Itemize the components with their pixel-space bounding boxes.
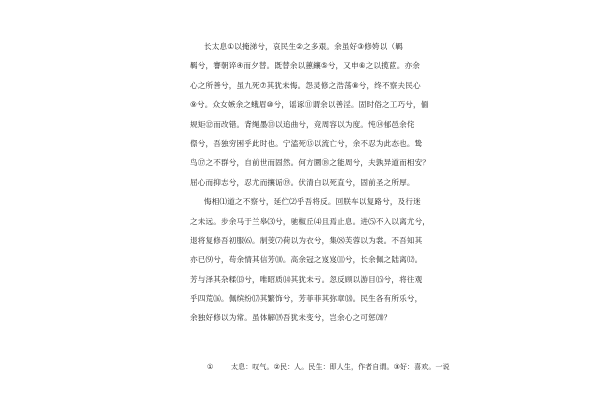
poem-text [190,37,431,328]
text-line: 芳与泽其杂糅⒀兮，唯昭质⒁其犹未亏。忽反顾以游目⒂兮，将往观 [190,274,423,284]
footnote-marker: ① [207,363,214,371]
text-line: 悔相⑴道之不察兮，延伫⑵乎吾将反。回朕车以复路兮，及行迷 [204,197,421,207]
text-line: 乎四荒⒃。佩缤纷⒄其繁饰兮，芳菲菲其弥章⒅。民生各有所乐兮， [190,294,423,304]
text-line: 亦已⑼兮，苟余情其信芳⑽。高余冠之岌岌⑾兮，长余佩之陆离⑿。 [190,255,423,265]
text-line: 心之所善兮，虽九死⑦其犹未悔。怨灵修之浩荡⑧兮，终不察夫民心 [190,80,421,90]
text-line: 傺兮，吾独穷困乎此时也。宁溘死⑮以流亡兮，余不忍为此态也。鸷 [190,138,423,148]
text-line: 规矩⑫而改错。背绳墨⑬以追曲兮，竞周容以为度。忳⑭郁邑余侘 [190,119,415,129]
text-line: 之未远。步余马于兰皋⑶兮，驰椒丘⑷且焉止息。进⑸不入以离尤兮， [190,216,431,226]
text-line: 退将复修吾初服⑹。制芰⑺荷以为衣兮，集⑻芙蓉以为裳。不吾知其 [190,235,423,245]
text-line: 羁兮，謇朝谇④而夕替。既替余以蕙纕⑤兮，又申⑥之以揽茝。亦余 [190,61,420,71]
footnote [207,361,450,373]
text-line: 长太息①以掩涕兮，哀民生②之多艰。余虽好③修姱以（羁 [204,42,403,51]
footnote-text: 太息：叹气。②民：人。民生：即人生，作者自谓。③好：喜欢。一说 [231,363,450,371]
text-line: ⑨兮。众女嫉余之蛾眉⑩兮，谣诼⑪谓余以善淫。固时俗之工巧兮，偭 [190,100,429,110]
text-line: 鸟⑰之不群兮，自前世而固然。何方圜⑱之能周兮，夫孰异道而相安？ [190,158,431,168]
text-line: 余独好修以为常。虽体解⒆吾犹未变兮，岂余心之可惩⒇？ [190,313,392,323]
text-line: 屈心而抑志兮，忍尤而攘诟⑲。伏清白以死直兮，固前圣之所厚。 [190,177,415,187]
